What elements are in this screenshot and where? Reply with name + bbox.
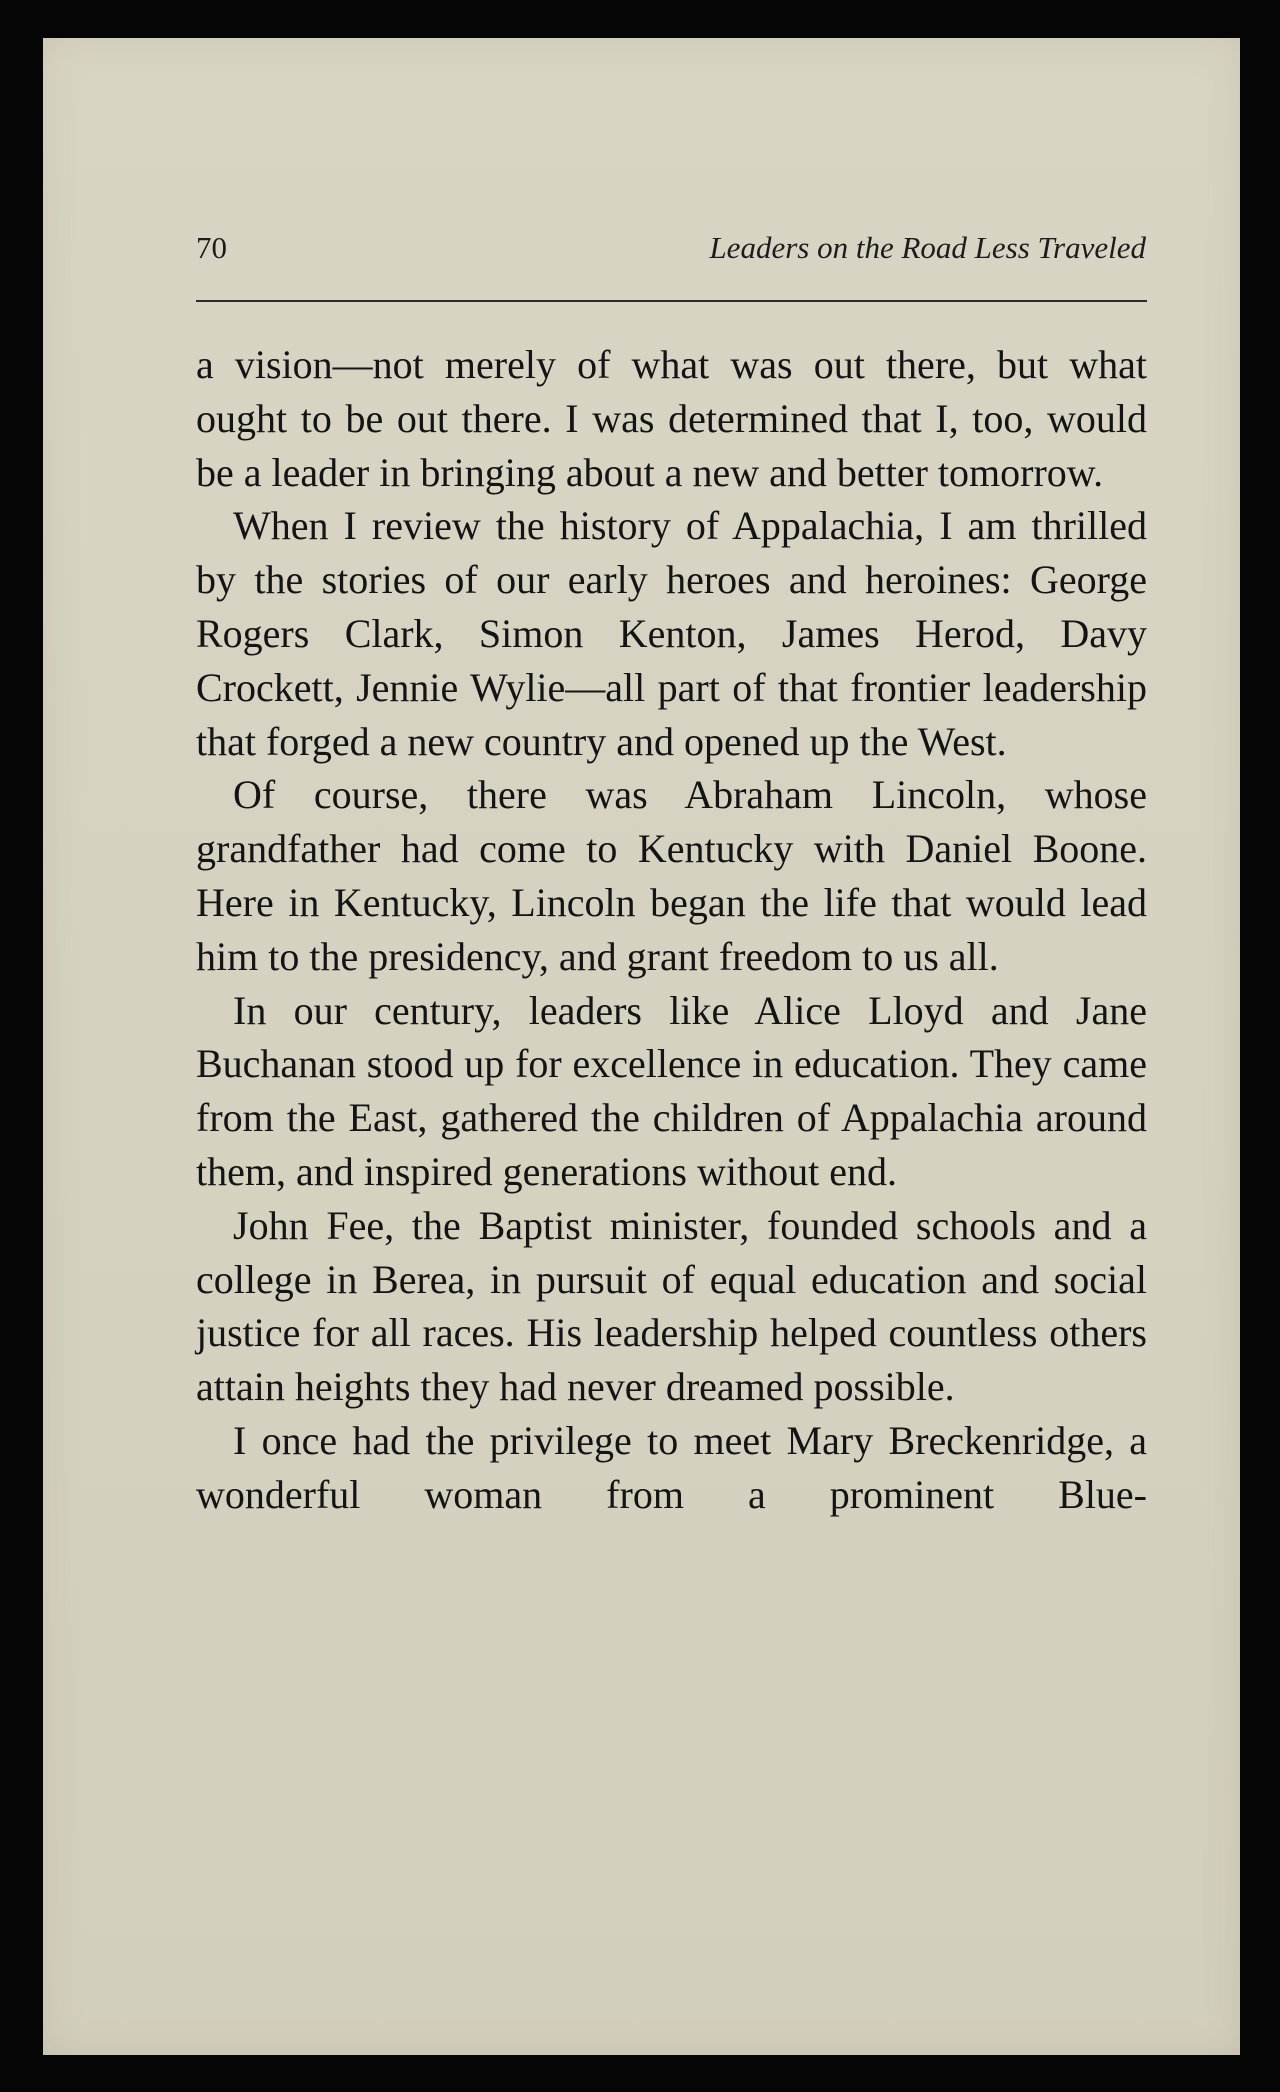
running-header — [154, 226, 1146, 276]
paragraph-4: In our century, leaders like Alice Lloyd and Jane Buchanan stood up for excellence in education. They came from the East, gathered the children of Appalachia around them, and inspired generations without end. — [196, 987, 1147, 1194]
paragraph-2: When I review the history of Appalachia, I am thrilled by the stories of our early heroes and heroines: George Rogers Clark, Simon Kenton, James Herod, Davy Crockett, Jennie Wylie—all part of that frontier leadership that forged a new country and opened up the West. — [196, 503, 1147, 764]
paragraph-6: I once had the privilege to meet Mary Breckenridge, a wonderful woman from a prominent Blue- — [196, 1417, 1147, 1517]
paragraph-1: a vision—not merely of what was out there, but what ought to be out there. I was determined that I, too, would be a leader in bringing about a new and better tomorrow. — [196, 342, 1147, 495]
header-rule — [196, 300, 1147, 302]
page-number: 70 — [196, 230, 227, 265]
paragraph-5: John Fee, the Baptist minister, founded schools and a college in Berea, in pursuit of equal education and social justice for all races. His leadership helped countless others attain heights they had never dreamed possible. — [196, 1202, 1147, 1410]
running-title: Leaders on the Road Less Traveled — [709, 230, 1146, 265]
paragraph-3: Of course, there was Abraham Lincoln, whose grandfather had come to Kentucky with Daniel Boone. Here in Kentucky, Lincoln began the life that would lead him to the presidency, and grant freedom to us all. — [196, 772, 1147, 979]
body-text — [196, 338, 1147, 1522]
